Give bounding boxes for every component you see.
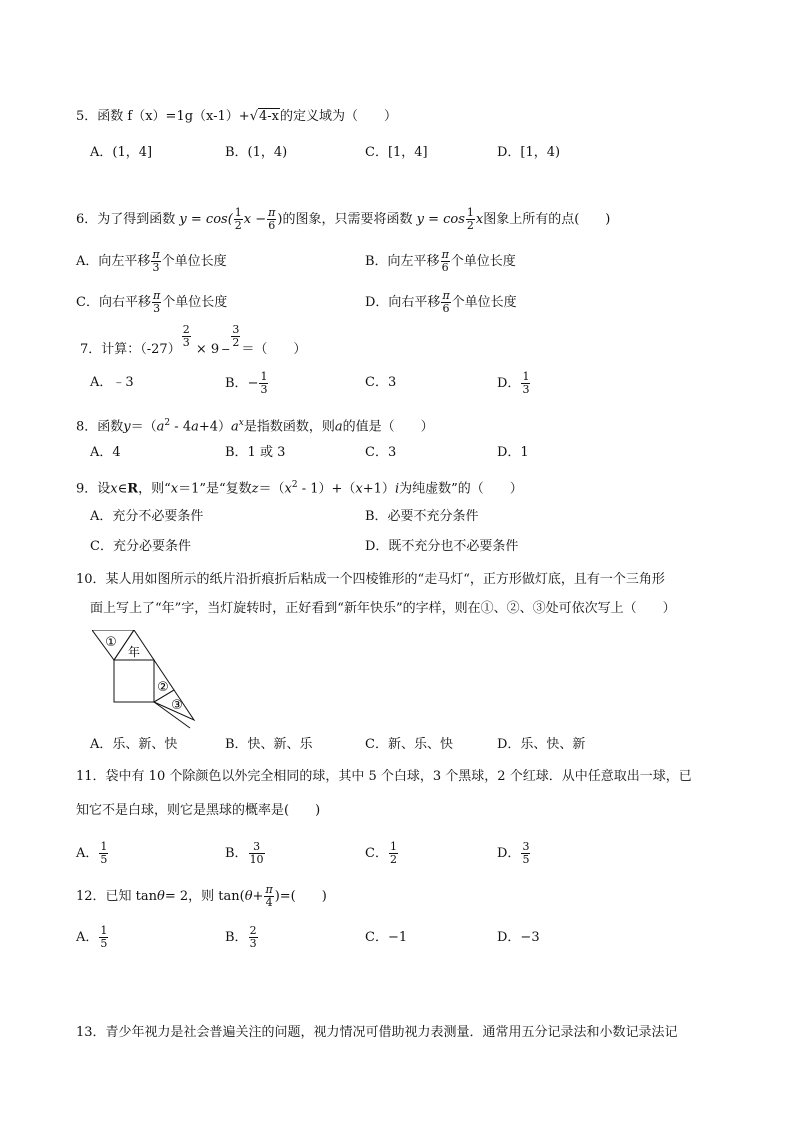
q6-text-c: 图象上所有的点( ) <box>483 212 611 227</box>
frac-num: π <box>152 289 161 302</box>
q13-line-1: 13．青少年视力是社会普遍关注的问题，视力情况可借助视力表测量．通常用五分记录法和小数记录法记 <box>76 1025 678 1040</box>
var-theta: θ <box>244 889 253 904</box>
frac-num: π <box>441 248 449 261</box>
frac-den: 6 <box>268 219 276 232</box>
fig-label-2: ② <box>157 680 169 695</box>
q7-stem <box>80 323 307 370</box>
q11-option-b[interactable] <box>225 838 266 870</box>
opt-prefix: A．向左平移 <box>76 254 151 269</box>
q10-option-d[interactable]: D．乐、快、新 <box>497 737 586 752</box>
q6-frac-pi6 <box>267 207 276 232</box>
frac-num: π <box>442 289 450 302</box>
q8-text-a: 8．函数 <box>76 419 124 435</box>
q6-frac-half <box>234 207 243 232</box>
q7-exp2-sign: − <box>221 343 231 356</box>
q10-option-a[interactable]: A．乐、新、快 <box>90 737 178 752</box>
frac-den: 5 <box>522 853 530 866</box>
opt-sign: − <box>247 376 259 391</box>
q8-eq: ＝（ <box>130 419 157 435</box>
q5-stem <box>76 108 397 126</box>
opt-suffix: 个单位长度 <box>451 295 517 310</box>
q12-option-d[interactable]: D．−3 <box>497 930 540 945</box>
frac-num: 2 <box>182 323 190 336</box>
q11-line-2: 知它不是白球，则它是黑球的概率是( ) <box>76 803 321 818</box>
q5-option-a[interactable]: A．(1，4] <box>90 145 153 160</box>
frac-num: 2 <box>249 924 257 937</box>
frac-den: 3 <box>153 302 161 315</box>
q7-text-a: 7．计算：（-27） <box>80 342 181 357</box>
frac-den: 2 <box>234 219 242 232</box>
opt-frac <box>259 371 268 396</box>
q8-option-c[interactable]: C．3 <box>365 445 397 460</box>
q7-times: × 9 <box>195 342 220 357</box>
q8-stem <box>76 414 434 436</box>
frac-den: 2 <box>389 853 397 866</box>
opt-suffix: 个单位长度 <box>162 295 228 310</box>
frac-num: 1 <box>466 206 474 219</box>
frac-num: 1 <box>234 206 242 219</box>
frac-den: 6 <box>442 302 450 315</box>
q6-frac-half-2 <box>466 207 475 232</box>
q7-option-b[interactable] <box>225 370 269 398</box>
q9-text-d: ＝（ <box>258 481 285 497</box>
opt-prefix: B． <box>225 376 248 391</box>
frac-den: 6 <box>441 261 449 274</box>
opt-prefix: D．向右平移 <box>365 295 441 310</box>
opt-frac <box>99 841 108 866</box>
frac-den: 10 <box>249 853 264 866</box>
frac-num: 1 <box>100 840 108 853</box>
q12-text-c: )=( ) <box>274 889 327 904</box>
opt-prefix: C． <box>365 846 388 861</box>
q6-option-c[interactable] <box>76 289 227 317</box>
var-a: a <box>231 419 239 435</box>
var-x: x <box>110 481 118 497</box>
opt-prefix: D． <box>497 846 521 861</box>
q5-stem-text-a: 5．函数 f（x）=1g（x-1）+ <box>76 109 250 124</box>
frac-num: 3 <box>249 841 265 854</box>
q12-option-c[interactable]: C．−1 <box>365 930 408 945</box>
frac-num: 1 <box>260 370 268 383</box>
var-a: a <box>191 419 199 435</box>
fig-label-year: 年 <box>127 645 141 659</box>
q8-text-b: 是指数函数，则 <box>243 419 335 435</box>
opt-prefix: B．向左平移 <box>365 254 440 269</box>
set-R: R <box>127 481 139 497</box>
q5-stem-text-b: 的定义域为（ ） <box>280 109 398 124</box>
q9-text-f: +1） <box>362 481 395 497</box>
q9-in: ∈ <box>117 481 128 497</box>
q7-option-a[interactable]: A．﹣3 <box>90 375 134 390</box>
opt-suffix: 个单位长度 <box>450 254 516 269</box>
opt-prefix: B． <box>225 846 248 861</box>
q7-option-c[interactable]: C．3 <box>365 375 397 390</box>
q8-option-a[interactable]: A．4 <box>90 445 121 460</box>
q6-option-d[interactable] <box>365 289 517 317</box>
q12-plus: + <box>252 889 264 904</box>
q6-text-b: 的图象，只需要将函数 <box>282 212 413 227</box>
q5-option-b[interactable]: B．(1，4) <box>225 145 288 160</box>
frac-num: π <box>265 883 273 896</box>
q11-line-1: 11．袋中有 10 个除颜色以外完全相同的球，其中 5 个白球，3 个黑球，2 个红球．从中任意取出一球，已 <box>76 769 692 784</box>
opt-frac <box>152 290 161 315</box>
frac-den: 2 <box>466 219 474 232</box>
q6-func2-head: y = cos <box>416 212 465 227</box>
opt-prefix: B． <box>225 930 248 945</box>
q12-text-b: = 2，则 tan( <box>164 889 245 904</box>
fig-label-1: ① <box>105 635 117 650</box>
q12-frac-pi4 <box>264 884 273 909</box>
opt-frac <box>521 841 530 866</box>
q8-option-b[interactable]: B．1 或 3 <box>225 445 286 460</box>
frac-den: 4 <box>265 896 273 909</box>
q6-stem <box>76 206 610 234</box>
frac-den: 3 <box>260 383 268 396</box>
opt-prefix: A． <box>76 846 99 861</box>
frac-num: π <box>268 206 276 219</box>
frac-num: 1 <box>389 840 397 853</box>
q8-mid2: +4） <box>198 419 232 435</box>
q6-func1-tail: ) <box>277 212 283 227</box>
opt-suffix: 个单位长度 <box>161 254 227 269</box>
frac-den: 3 <box>152 261 160 274</box>
frac-den: 3 <box>182 336 190 349</box>
q8-text-c: 的值是（ ） <box>342 419 434 435</box>
opt-frac <box>441 290 450 315</box>
q9-text-b: ，则“ <box>138 481 171 497</box>
opt-frac <box>389 841 398 866</box>
q11-option-d[interactable] <box>497 838 531 870</box>
q8-mid: - 4 <box>170 419 192 435</box>
opt-frac <box>249 925 258 950</box>
q11-option-c[interactable] <box>365 838 399 870</box>
sqrt-symbol: √ <box>249 109 258 124</box>
var-z: z <box>251 481 259 497</box>
paper-net-figure <box>92 630 202 730</box>
opt-prefix: A． <box>76 930 99 945</box>
frac-den: 3 <box>249 937 257 950</box>
opt-frac <box>151 249 160 274</box>
var-theta: θ <box>157 889 165 904</box>
frac-num: 1 <box>522 370 530 383</box>
q6-func2-x: x <box>475 212 484 227</box>
q12-stem <box>76 882 327 912</box>
q7-exp-2 <box>231 324 240 349</box>
q9-option-c[interactable]: C．充分必要条件 <box>90 539 191 554</box>
var-x: x <box>355 481 363 497</box>
opt-frac <box>441 249 450 274</box>
q6-option-b[interactable] <box>365 248 516 276</box>
q9-option-d[interactable]: D．既不充分也不必要条件 <box>365 539 519 554</box>
q10-line-1: 10．某人用如图所示的纸片沿折痕折后粘成一个四棱锥形的“走马灯“，正方形做灯底，且有一个三角形 <box>76 572 665 587</box>
q7-exp-1 <box>182 324 191 349</box>
q12-option-a[interactable] <box>76 922 109 954</box>
frac-num: 3 <box>522 840 530 853</box>
var-x: x <box>170 481 179 497</box>
q9-text-e: - 1）+（ <box>297 481 356 497</box>
frac-num: 3 <box>232 323 240 336</box>
q10-option-c[interactable]: C．新、乐、快 <box>365 737 453 752</box>
q9-stem <box>76 476 523 498</box>
q9-text-g: 为纯虚数”的（ ） <box>399 481 523 497</box>
q6-option-a[interactable] <box>76 248 227 276</box>
q8-option-d[interactable]: D．1 <box>497 445 529 460</box>
frac-num: π <box>152 248 160 261</box>
q6-func1-mid: x − <box>243 212 267 227</box>
q5-option-c[interactable]: C．[1，4] <box>365 145 428 160</box>
q9-option-b[interactable]: B．必要不充分条件 <box>365 509 479 524</box>
q12-text-a: 12．已知 tan <box>76 889 158 904</box>
q11-option-a[interactable] <box>76 838 109 870</box>
q6-func1-head: y = cos( <box>179 212 233 227</box>
frac-den: 5 <box>100 937 108 950</box>
var-y: y <box>123 419 131 435</box>
frac-den: 3 <box>522 383 530 396</box>
q7-option-d[interactable] <box>497 370 531 398</box>
q5-option-d[interactable]: D．[1，4) <box>497 145 561 160</box>
q10-option-b[interactable]: B．快、新、乐 <box>225 737 313 752</box>
q5-radicand: 4-x <box>259 109 279 124</box>
var-a: a <box>156 419 165 435</box>
var-x: x <box>284 481 292 497</box>
q9-text-c: ＝1”是“复数 <box>178 481 252 497</box>
q9-text-a: 9．设 <box>76 481 111 497</box>
opt-frac <box>249 841 265 866</box>
frac-den: 5 <box>100 853 108 866</box>
q6-text-a: 6．为了得到函数 <box>76 212 176 227</box>
opt-frac <box>521 371 530 396</box>
q7-text-b: ＝（ ） <box>241 342 307 357</box>
q12-option-b[interactable] <box>225 922 259 954</box>
opt-prefix: C．向右平移 <box>76 295 151 310</box>
var-i: i <box>394 481 400 497</box>
opt-frac <box>99 925 108 950</box>
square-base <box>114 660 154 702</box>
superscript-x: x <box>238 418 244 428</box>
q10-line-2: 面上写上了“年”字，当灯旋转时，正好看到“新年快乐”的字样，则在①、②、③处可依次写上（ ） <box>90 601 676 616</box>
superscript: 2 <box>291 480 298 490</box>
frac-num: 1 <box>100 924 108 937</box>
frac-den: 2 <box>232 336 240 349</box>
superscript: 2 <box>164 418 171 428</box>
fig-label-3: ③ <box>171 698 183 713</box>
var-a: a <box>334 419 343 435</box>
q9-option-a[interactable]: A．充分不必要条件 <box>90 509 204 524</box>
opt-prefix: D． <box>497 376 521 391</box>
